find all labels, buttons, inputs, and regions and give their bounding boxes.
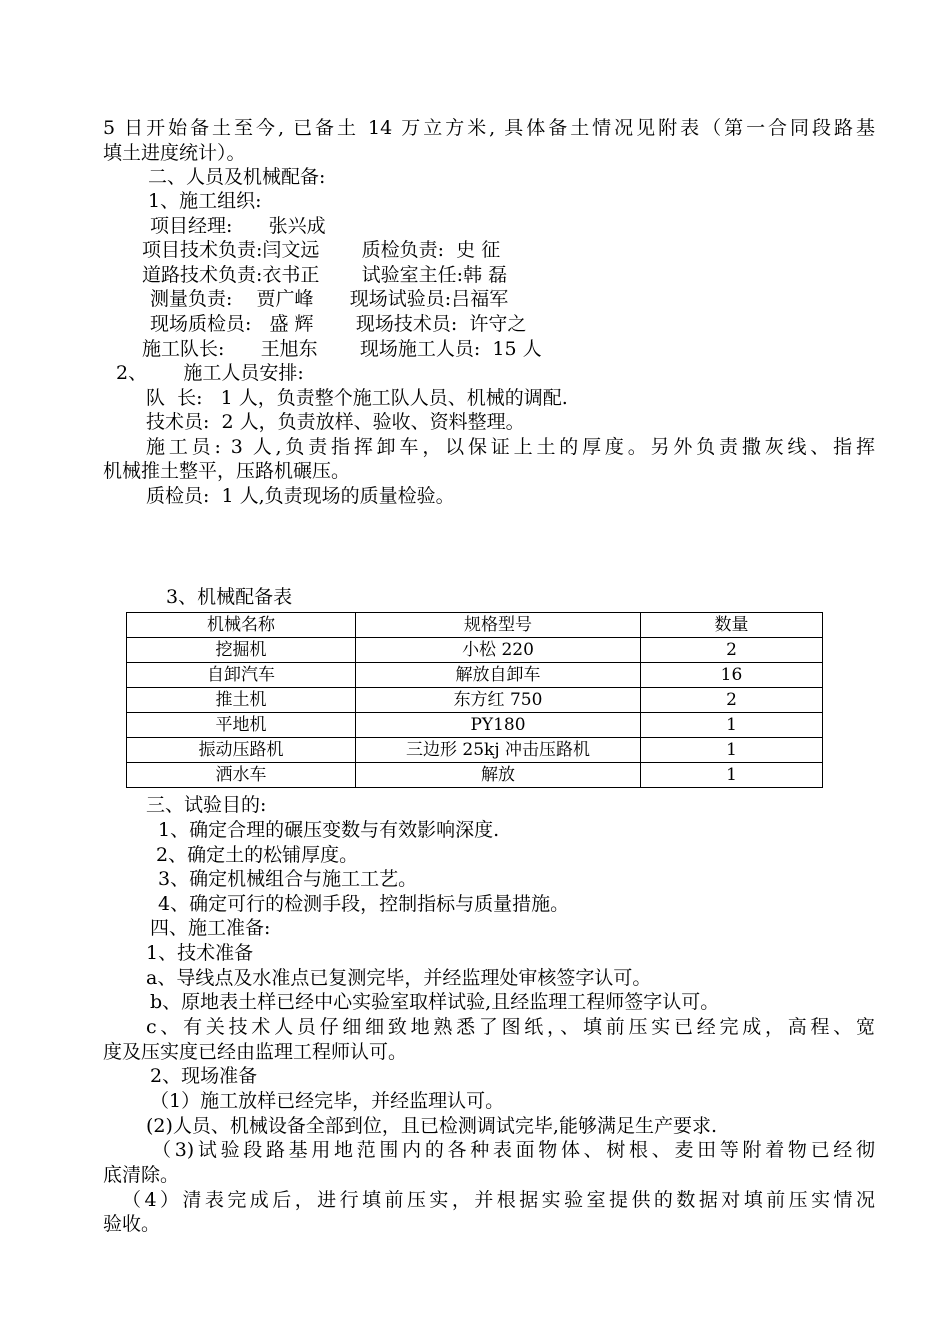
section-2-title: 二、人员及机械配备: (148, 166, 326, 188)
org-title: 1、施工组织: (148, 190, 262, 212)
table-row (127, 688, 823, 713)
table-header-row (127, 613, 823, 638)
org-row: 项目经理: 张兴成 (150, 215, 326, 237)
cell-name: 洒水车 (127, 763, 356, 788)
tech-prep-item: b、原地表土样已经中心实验室取样试验,且经监理工程师签字认可。 (150, 991, 720, 1013)
org-row: 测量负责: 贾广峰 现场试验员:吕福军 (150, 288, 509, 310)
site-prep-item: （1）施工放样已经完毕，并经监理认可。 (150, 1090, 505, 1112)
cell-name: 挖掘机 (127, 638, 356, 663)
staff-item: 队 长: 1 人，负责整个施工队人员、机械的调配. (146, 387, 568, 409)
cell-spec: 三边形 25kj 冲击压路机 (356, 738, 641, 763)
cell-qty: 1 (641, 738, 823, 763)
site-prep-item: （3)试验段路基用地范围内的各种表面物体、树根、麦田等附着物已经彻 (152, 1139, 875, 1161)
tech-prep-title: 1、技术准备 (146, 942, 254, 964)
section-4-title: 四、施工准备: (150, 917, 271, 939)
site-prep-item-cont: 底清除。 (103, 1164, 180, 1186)
table-row (127, 738, 823, 763)
cell-qty: 1 (641, 763, 823, 788)
purpose-item: 1、确定合理的碾压变数与有效影响深度. (158, 819, 500, 841)
tech-prep-item-cont: 度及压实度已经由监理工程师认可。 (103, 1041, 408, 1063)
org-row: 现场质检员: 盛 辉 现场技术员: 许守之 (150, 313, 527, 335)
intro-line-1: 5 日开始备土至今, 已备土 14 万立方米, 具体备土情况见附表（第一合同段路基 (103, 117, 875, 139)
cell-qty: 1 (641, 713, 823, 738)
staff-item: 质检员: 1 人,负责现场的质量检验。 (146, 485, 455, 507)
machine-table-title: 3、机械配备表 (166, 586, 293, 608)
cell-spec: 解放 (356, 763, 641, 788)
cell-name: 推土机 (127, 688, 356, 713)
cell-spec: 小松 220 (356, 638, 641, 663)
column-header-spec: 规格型号 (356, 613, 641, 638)
org-row: 项目技术负责:闫文远 质检负责: 史 征 (142, 239, 501, 261)
site-prep-item: （4）清表完成后，进行填前压实，并根据实验室提供的数据对填前压实情况 (122, 1189, 875, 1211)
cell-spec: PY180 (356, 713, 641, 738)
table-row (127, 663, 823, 688)
cell-qty: 2 (641, 638, 823, 663)
staff-item: 技术员: 2 人，负责放样、验收、资料整理。 (146, 411, 525, 433)
intro-line-2: 填土进度统计）。 (103, 142, 246, 164)
staff-item: 施工员: 3 人,负责指挥卸车，以保证上土的厚度。另外负责撒灰线、指挥 (146, 436, 875, 458)
staff-title: 2、 施工人员安排: (116, 362, 304, 384)
purpose-item: 3、确定机械组合与施工工艺。 (158, 868, 418, 890)
table-row (127, 713, 823, 738)
org-row: 道路技术负责:衣书正 试验室主任:韩 磊 (142, 264, 508, 286)
site-prep-item: (2)人员、机械设备全部到位，且已检测调试完毕,能够满足生产要求. (146, 1115, 717, 1137)
tech-prep-item: c、有关技术人员仔细细致地熟悉了图纸，、填前压实已经完成，高程、宽 (146, 1016, 875, 1038)
cell-name: 自卸汽车 (127, 663, 356, 688)
section-3-title: 三、试验目的: (146, 794, 267, 816)
table-row (127, 638, 823, 663)
purpose-item: 4、确定可行的检测手段，控制指标与质量措施。 (158, 893, 570, 915)
cell-qty: 2 (641, 688, 823, 713)
cell-name: 平地机 (127, 713, 356, 738)
machine-table (126, 612, 823, 788)
staff-item-cont: 机械推土整平，压路机碾压。 (103, 460, 351, 482)
cell-spec: 解放自卸车 (356, 663, 641, 688)
cell-name: 振动压路机 (127, 738, 356, 763)
cell-qty: 16 (641, 663, 823, 688)
column-header-qty: 数量 (641, 613, 823, 638)
site-prep-item-cont: 验收。 (103, 1213, 161, 1235)
purpose-item: 2、确定土的松铺厚度。 (156, 844, 359, 866)
tech-prep-item: a、导线点及水准点已复测完毕，并经监理处审核签字认可。 (146, 967, 652, 989)
org-row: 施工队长: 王旭东 现场施工人员: 15 人 (142, 338, 542, 360)
column-header-name: 机械名称 (127, 613, 356, 638)
table-row (127, 763, 823, 788)
cell-spec: 东方红 750 (356, 688, 641, 713)
site-prep-title: 2、现场准备 (150, 1065, 258, 1087)
